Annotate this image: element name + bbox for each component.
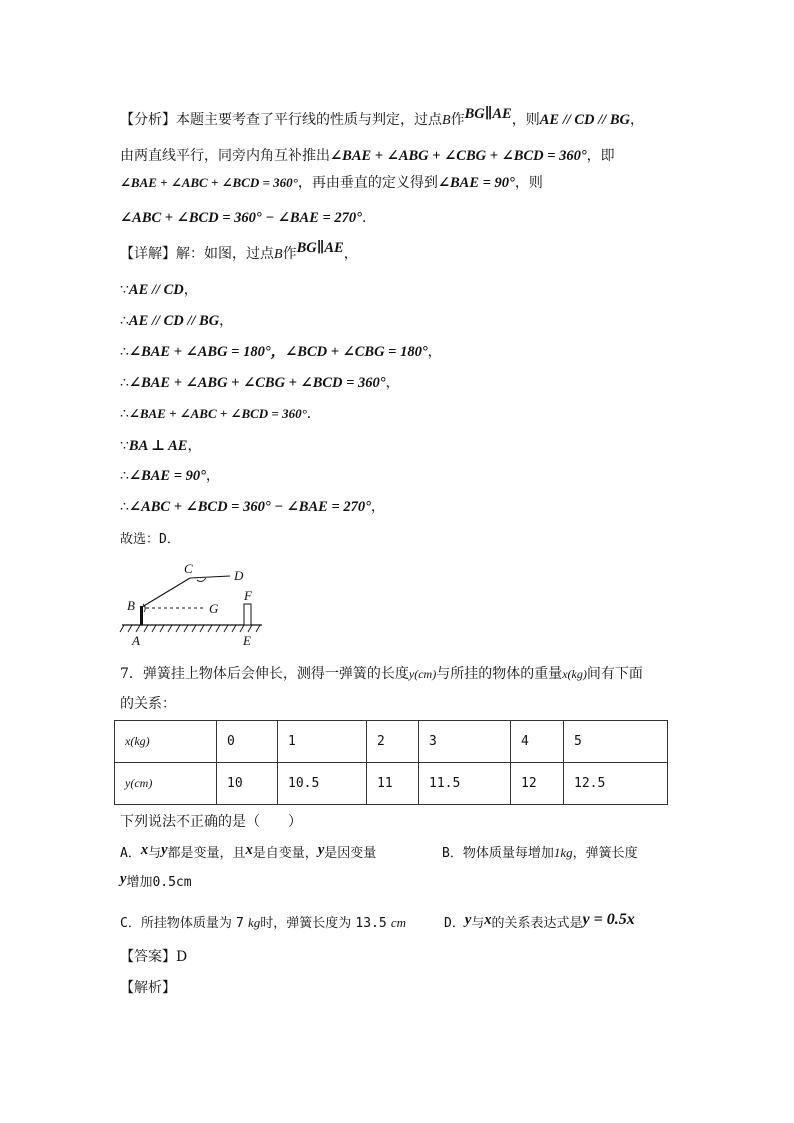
var-y: y <box>317 842 325 858</box>
table-cell: 11 <box>367 763 419 805</box>
step-symbol: ∴ <box>120 499 129 515</box>
var-y: y <box>161 842 168 858</box>
table-cell: 3 <box>419 721 511 763</box>
table-row <box>115 721 668 763</box>
table-cell: 1 <box>278 721 367 763</box>
q7-text: 间有下面 <box>586 666 643 682</box>
label-G: G <box>209 601 219 616</box>
angle-arc-C <box>197 578 206 582</box>
step-end: ， <box>183 282 198 298</box>
table-cell: y(cm) <box>115 763 217 805</box>
option-text: 与 <box>148 846 162 861</box>
detail-step <box>120 404 321 424</box>
option-label: D． <box>444 916 465 931</box>
analysis-line-1 <box>120 106 644 131</box>
option-text: 是自变量， <box>252 846 318 861</box>
option-D <box>444 913 635 934</box>
step-end: ， <box>427 344 442 360</box>
geometry-figure <box>118 562 268 648</box>
math-expr: ∠BAE = 90° <box>437 175 515 191</box>
detail-step <box>120 373 400 393</box>
q7-prompt: 下列说法不正确的是（ ） <box>120 814 302 830</box>
math-expr: ∠BAE + ∠ABG + ∠CBG + ∠BCD = 360° <box>128 375 386 391</box>
var-x: x <box>245 842 253 858</box>
option-text: cm <box>390 915 406 930</box>
label-D: D <box>234 568 244 583</box>
option-text: 13.5 <box>355 916 387 931</box>
analysis-text: 由两直线平行，同旁内角互补推出 <box>120 148 330 164</box>
option-text: ，弹簧长度 <box>572 846 638 861</box>
step-end: ． <box>306 406 321 422</box>
q7-text: 与所挂的物体的重量 <box>436 666 563 682</box>
option-C <box>120 913 406 934</box>
analysis-text: ． <box>361 210 376 226</box>
option-text: 0.5cm <box>152 875 192 890</box>
step-end: ， <box>385 375 400 391</box>
analysis-line-3 <box>120 173 543 193</box>
table-cell: x(kg) <box>115 721 217 763</box>
jiexi-line: 【解析】 <box>120 980 176 996</box>
choice-line: 故选：D． <box>120 532 180 547</box>
segment-CD <box>190 576 230 578</box>
var-y: y <box>464 912 472 928</box>
ground-hatch <box>120 625 260 632</box>
math-expr: AE // CD // BG <box>539 112 630 128</box>
math-expr: ∠BAE = 90° <box>128 468 206 484</box>
detail-step <box>120 497 385 517</box>
table-cell: 12.5 <box>564 763 668 805</box>
option-text: kg <box>247 915 261 930</box>
step-symbol: ∴ <box>120 468 129 484</box>
point-label: B <box>442 113 451 128</box>
detail-step <box>120 436 201 456</box>
step-symbol: ∴ <box>120 375 129 391</box>
data-table <box>114 720 668 805</box>
detail-text: 【详解】解：如图，过点 <box>120 246 274 262</box>
label-B: B <box>127 598 135 613</box>
analysis-text: ，即 <box>586 148 615 164</box>
option-text: 1kg <box>553 845 573 860</box>
option-text: B．物体质量每增加 <box>442 846 554 861</box>
segment-BC <box>142 578 190 607</box>
table-cell: 11.5 <box>419 763 511 805</box>
post-EF <box>244 604 251 625</box>
detail-step <box>120 311 233 331</box>
analysis-text: ， <box>629 112 644 128</box>
var-y-cm: y(cm) <box>408 667 437 681</box>
table-cell: 0 <box>217 721 278 763</box>
detail-text: ， <box>343 246 358 262</box>
analysis-line-4 <box>120 208 376 228</box>
step-end: ， <box>205 468 220 484</box>
math-expr: ∠BAE + ∠ABC + ∠BCD = 360° <box>120 175 298 190</box>
table-cell: 10 <box>217 763 278 805</box>
analysis-text: ，则 <box>514 175 543 191</box>
option-text: 增加 <box>126 875 153 890</box>
detail-step <box>120 466 220 486</box>
math-expr: BA ⊥ AE <box>128 438 188 454</box>
label-E: E <box>243 633 251 648</box>
math-expr: AE // CD // BG <box>128 313 220 329</box>
post-BA <box>140 606 143 625</box>
math-expr: y = 0.5x <box>582 911 635 928</box>
table-cell: 12 <box>511 763 564 805</box>
option-text: 都是变量，且 <box>167 846 246 861</box>
step-end: ， <box>187 438 202 454</box>
table-cell: 2 <box>367 721 419 763</box>
detail-step <box>120 280 198 300</box>
table-cell: 4 <box>511 721 564 763</box>
var-x: x <box>140 842 149 858</box>
var-y: y <box>120 871 127 887</box>
math-expr: BG∥AE <box>296 240 344 256</box>
detail-line-1 <box>120 240 358 265</box>
analysis-text: 【分析】本题主要考查了平行线的性质与判定，过点 <box>120 112 442 128</box>
option-A <box>120 843 376 864</box>
option-label: A． <box>120 846 141 861</box>
option-text: 的关系表达式是 <box>491 916 583 931</box>
answer-line: 【答案】D <box>120 949 188 965</box>
option-text: 时，弹簧长度为 <box>260 916 352 931</box>
analysis-text: ，则 <box>511 112 540 128</box>
var-x: x <box>484 912 492 928</box>
option-text: 7 <box>235 916 244 931</box>
math-expr: ∠BAE + ∠ABG = 180°，∠BCD + ∠CBG = 180° <box>128 344 428 360</box>
q7-text: 7．弹簧挂上物体后会伸长，测得一弹簧的长度 <box>120 666 409 682</box>
q7-line-2: 的关系： <box>120 696 176 712</box>
option-text: C．所挂物体质量为 <box>120 916 232 931</box>
var-x-kg: x(kg) <box>562 667 587 681</box>
step-symbol: ∴ <box>120 344 129 360</box>
table-cell: 5 <box>564 721 668 763</box>
option-B-cont <box>120 872 192 893</box>
label-C: C <box>184 562 193 576</box>
q7-line-1 <box>120 664 643 684</box>
option-B <box>442 843 638 864</box>
point-label: B <box>274 247 283 262</box>
step-symbol: ∴ <box>120 406 129 422</box>
table-row <box>115 763 668 805</box>
analysis-line-2 <box>120 146 615 166</box>
detail-text: 作 <box>282 246 297 262</box>
analysis-text: 作 <box>450 112 465 128</box>
detail-step <box>120 342 442 362</box>
step-symbol: ∵ <box>120 282 129 298</box>
step-symbol: ∵ <box>120 438 129 454</box>
math-expr: ∠ABC + ∠BCD = 360° − ∠BAE = 270° <box>128 499 371 515</box>
label-F: F <box>244 588 252 603</box>
math-expr: ∠ABC + ∠BCD = 360° − ∠BAE = 270° <box>120 210 362 226</box>
step-symbol: ∴ <box>120 313 129 329</box>
math-expr: BG∥AE <box>464 106 512 122</box>
option-text: 是因变量 <box>324 846 377 861</box>
table-cell: 10.5 <box>278 763 367 805</box>
step-end: ， <box>219 313 234 329</box>
label-A: A <box>132 633 140 648</box>
math-expr: ∠BAE + ∠ABC + ∠BCD = 360° <box>128 406 307 421</box>
option-text: 与 <box>471 916 485 931</box>
math-expr: ∠BAE + ∠ABG + ∠CBG + ∠BCD = 360° <box>330 148 587 164</box>
step-end: ， <box>370 499 385 515</box>
analysis-text: ，再由垂直的定义得到 <box>297 175 438 191</box>
math-expr: AE // CD <box>128 282 184 298</box>
